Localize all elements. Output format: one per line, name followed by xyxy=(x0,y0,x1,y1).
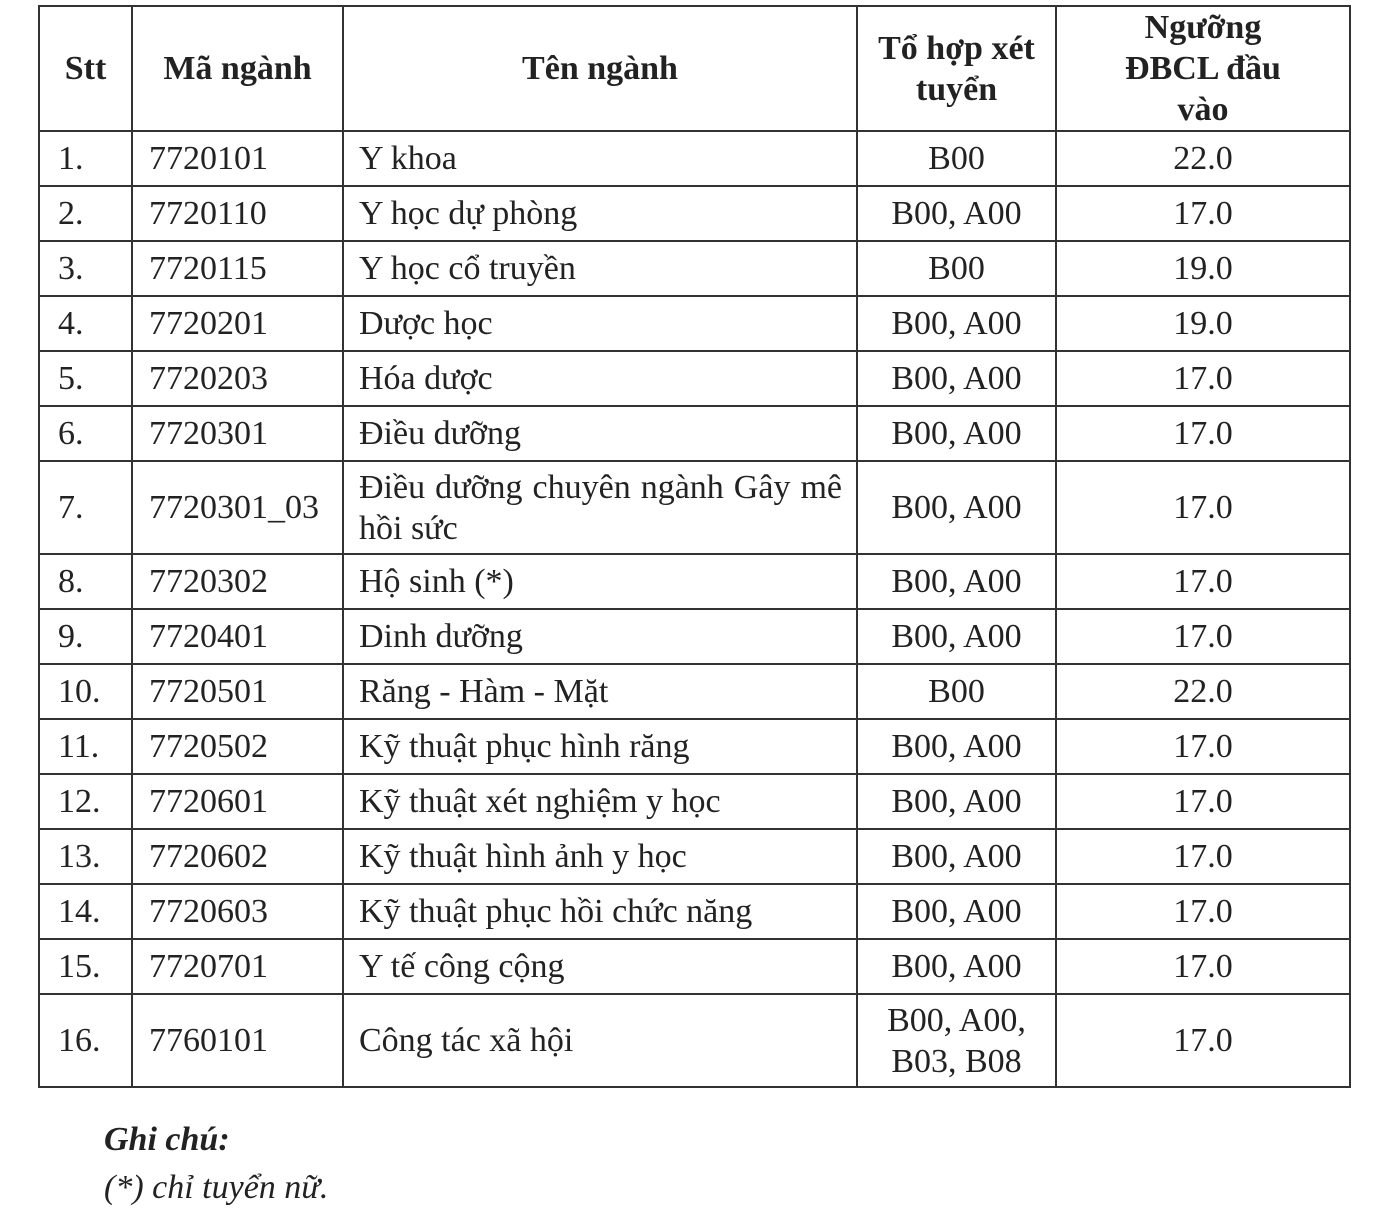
cell-code: 7720501 xyxy=(132,664,343,719)
header-stt: Stt xyxy=(39,6,132,131)
table-row xyxy=(39,186,1350,241)
cell-code: 7720401 xyxy=(132,609,343,664)
table-row xyxy=(39,296,1350,351)
header-code: Mã ngành xyxy=(132,6,343,131)
majors-table xyxy=(38,5,1351,1088)
cell-threshold: 22.0 xyxy=(1056,664,1350,719)
cell-threshold: 17.0 xyxy=(1056,994,1350,1087)
cell-threshold: 17.0 xyxy=(1056,406,1350,461)
table-row xyxy=(39,461,1350,554)
cell-name: Công tác xã hội xyxy=(343,994,857,1087)
cell-stt: 10. xyxy=(39,664,132,719)
cell-stt: 6. xyxy=(39,406,132,461)
cell-combo: B00, A00, B03, B08 xyxy=(857,994,1056,1087)
table-row xyxy=(39,406,1350,461)
cell-code: 7720115 xyxy=(132,241,343,296)
table-row xyxy=(39,609,1350,664)
cell-name: Kỹ thuật xét nghiệm y học xyxy=(343,774,857,829)
cell-name: Điều dưỡng xyxy=(343,406,857,461)
cell-stt: 11. xyxy=(39,719,132,774)
cell-threshold: 17.0 xyxy=(1056,774,1350,829)
cell-stt: 3. xyxy=(39,241,132,296)
cell-name: Y học cổ truyền xyxy=(343,241,857,296)
cell-stt: 1. xyxy=(39,131,132,186)
cell-stt: 2. xyxy=(39,186,132,241)
cell-threshold: 19.0 xyxy=(1056,241,1350,296)
cell-stt: 7. xyxy=(39,461,132,554)
cell-name: Dinh dưỡng xyxy=(343,609,857,664)
table-row xyxy=(39,829,1350,884)
table-row xyxy=(39,664,1350,719)
cell-code: 7720203 xyxy=(132,351,343,406)
cell-threshold: 17.0 xyxy=(1056,939,1350,994)
cell-stt: 15. xyxy=(39,939,132,994)
cell-threshold: 17.0 xyxy=(1056,609,1350,664)
table-row xyxy=(39,939,1350,994)
notes-title: Ghi chú: xyxy=(104,1121,230,1158)
cell-combo: B00, A00 xyxy=(857,186,1056,241)
cell-name: Răng - Hàm - Mặt xyxy=(343,664,857,719)
cell-combo: B00, A00 xyxy=(857,609,1056,664)
cell-combo: B00 xyxy=(857,241,1056,296)
cell-code: 7720301_03 xyxy=(132,461,343,554)
table-row xyxy=(39,884,1350,939)
cell-threshold: 17.0 xyxy=(1056,829,1350,884)
cell-name: Kỹ thuật phục hình răng xyxy=(343,719,857,774)
table-row xyxy=(39,241,1350,296)
table-body xyxy=(39,131,1350,1087)
header-row xyxy=(39,6,1350,131)
cell-threshold: 17.0 xyxy=(1056,186,1350,241)
table-row xyxy=(39,774,1350,829)
table-row xyxy=(39,994,1350,1087)
header-name: Tên ngành xyxy=(343,6,857,131)
cell-combo: B00 xyxy=(857,131,1056,186)
notes-text: (*) chỉ tuyển nữ. xyxy=(104,1169,329,1206)
cell-name: Điều dưỡng chuyên ngành Gây mê hồi sức xyxy=(343,461,857,554)
cell-threshold: 17.0 xyxy=(1056,554,1350,609)
cell-threshold: 22.0 xyxy=(1056,131,1350,186)
cell-combo: B00, A00 xyxy=(857,939,1056,994)
cell-combo: B00, A00 xyxy=(857,461,1056,554)
cell-combo: B00 xyxy=(857,664,1056,719)
cell-name: Kỹ thuật hình ảnh y học xyxy=(343,829,857,884)
cell-name: Y tế công cộng xyxy=(343,939,857,994)
table-row xyxy=(39,351,1350,406)
cell-name: Kỹ thuật phục hồi chức năng xyxy=(343,884,857,939)
cell-stt: 4. xyxy=(39,296,132,351)
cell-combo: B00, A00 xyxy=(857,554,1056,609)
cell-threshold: 17.0 xyxy=(1056,351,1350,406)
notes xyxy=(104,1116,328,1212)
cell-threshold: 19.0 xyxy=(1056,296,1350,351)
cell-combo: B00, A00 xyxy=(857,884,1056,939)
cell-code: 7720201 xyxy=(132,296,343,351)
table-header xyxy=(39,6,1350,131)
cell-threshold: 17.0 xyxy=(1056,461,1350,554)
cell-threshold: 17.0 xyxy=(1056,884,1350,939)
table-row xyxy=(39,131,1350,186)
cell-code: 7720502 xyxy=(132,719,343,774)
cell-code: 7720110 xyxy=(132,186,343,241)
cell-code: 7720603 xyxy=(132,884,343,939)
cell-stt: 12. xyxy=(39,774,132,829)
cell-stt: 13. xyxy=(39,829,132,884)
cell-code: 7720101 xyxy=(132,131,343,186)
cell-name: Y học dự phòng xyxy=(343,186,857,241)
header-combo: Tổ hợp xét tuyển xyxy=(857,6,1056,131)
cell-code: 7720301 xyxy=(132,406,343,461)
cell-stt: 5. xyxy=(39,351,132,406)
cell-code: 7760101 xyxy=(132,994,343,1087)
cell-combo: B00, A00 xyxy=(857,829,1056,884)
cell-combo: B00, A00 xyxy=(857,351,1056,406)
header-threshold: Ngưỡng ĐBCL đầu vào xyxy=(1056,6,1350,131)
cell-threshold: 17.0 xyxy=(1056,719,1350,774)
cell-name: Hộ sinh (*) xyxy=(343,554,857,609)
cell-combo: B00, A00 xyxy=(857,296,1056,351)
table-row xyxy=(39,554,1350,609)
cell-stt: 14. xyxy=(39,884,132,939)
cell-stt: 16. xyxy=(39,994,132,1087)
cell-combo: B00, A00 xyxy=(857,406,1056,461)
cell-stt: 8. xyxy=(39,554,132,609)
cell-combo: B00, A00 xyxy=(857,719,1056,774)
cell-name: Hóa dược xyxy=(343,351,857,406)
cell-name: Y khoa xyxy=(343,131,857,186)
cell-code: 7720302 xyxy=(132,554,343,609)
cell-combo: B00, A00 xyxy=(857,774,1056,829)
cell-stt: 9. xyxy=(39,609,132,664)
table-row xyxy=(39,719,1350,774)
cell-name: Dược học xyxy=(343,296,857,351)
cell-code: 7720602 xyxy=(132,829,343,884)
cell-code: 7720601 xyxy=(132,774,343,829)
cell-code: 7720701 xyxy=(132,939,343,994)
